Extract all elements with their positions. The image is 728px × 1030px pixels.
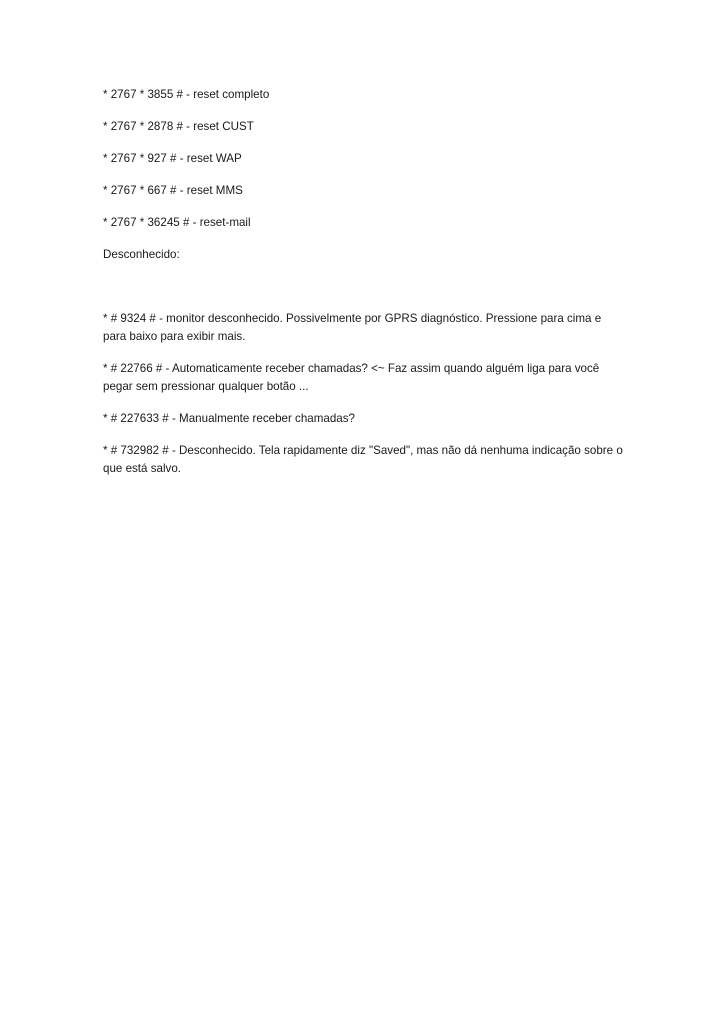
paragraph-reset-mms: * 2767 * 667 # - reset MMS — [103, 184, 243, 197]
paragraph-auto-answer: * # 22766 # - Automaticamente receber chamadas? <~ Faz assim quando alguém liga para você pegar sem pressionar qualquer botão ... — [103, 362, 600, 393]
paragraph-manual-answer: * # 227633 # - Manualmente receber chamadas? — [103, 412, 355, 425]
paragraph-monitor: * # 9324 # - monitor desconhecido. Possivelmente por GPRS diagnóstico. Pressione para cima e para baixo para exibir mais. — [103, 312, 602, 343]
paragraph-reset-cust: * 2767 * 2878 # - reset CUST — [103, 120, 254, 133]
paragraph-saved: * # 732982 # - Desconhecido. Tela rapidamente diz "Saved", mas não dá nenhuma indicação sobre o que está salvo. — [103, 444, 623, 475]
paragraph-reset-completo: * 2767 * 3855 # - reset completo — [103, 88, 270, 101]
paragraph-reset-mail: * 2767 * 36245 # - reset-mail — [103, 216, 251, 229]
document-body — [103, 86, 623, 492]
section-heading-desconhecido: Desconhecido: — [103, 248, 180, 261]
paragraph-reset-wap: * 2767 * 927 # - reset WAP — [103, 152, 242, 165]
